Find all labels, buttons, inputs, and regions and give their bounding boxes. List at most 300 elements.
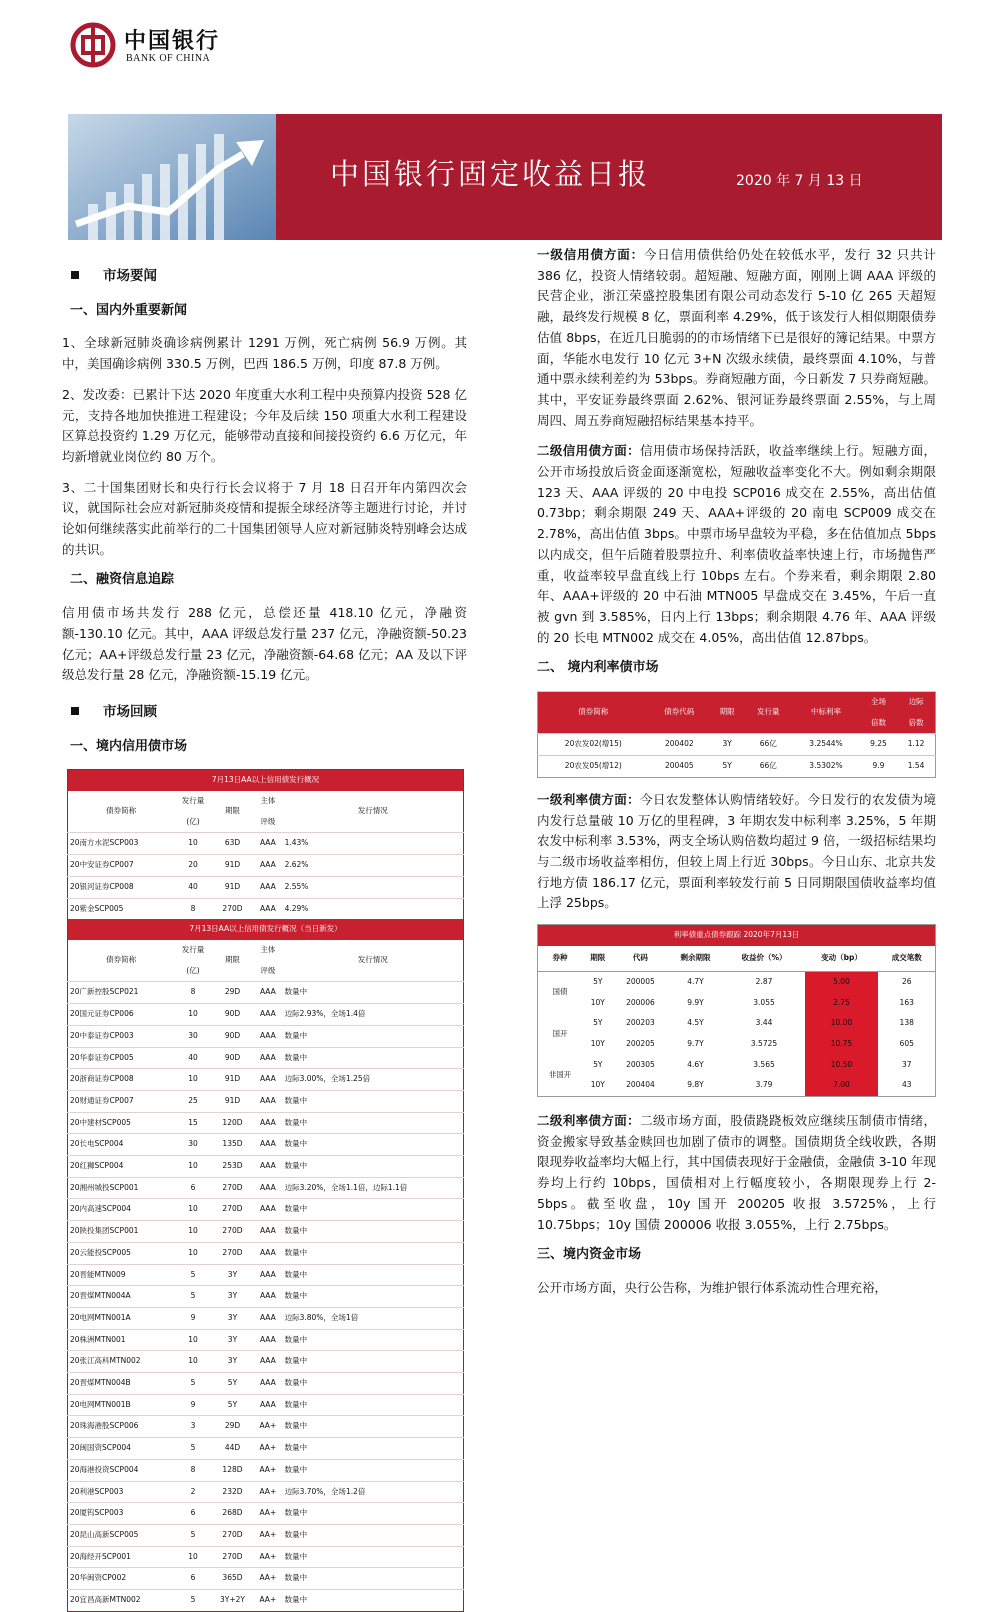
table-cell: 20中泰证券CP003 [68, 1025, 175, 1047]
bond-type-cell: 国债 [552, 987, 568, 997]
table-cell: 4.5Y [687, 1018, 704, 1028]
section-market-news: 市场要闻 [62, 266, 467, 287]
table-cell: AA+ [253, 1524, 283, 1546]
table-cell: 120D [212, 1112, 253, 1134]
table-cell: 4.29% [283, 898, 464, 919]
subheading-financing: 二、融资信息追踪 [70, 572, 175, 588]
logo-chinese-name: 中国银行 [124, 28, 221, 54]
table-cell: 30 [174, 1134, 212, 1156]
table-cell: AAA [253, 1221, 283, 1243]
table-cell: 5 [174, 1373, 212, 1395]
table-cell: 20电网MTN001A [68, 1307, 175, 1329]
table-cell: 数量中 [283, 1546, 464, 1568]
table-cell: 10 [174, 1351, 212, 1373]
table-cell: 200402 [649, 734, 710, 756]
table-cell: 20长电SCP004 [68, 1134, 175, 1156]
table-cell: 20海港投资SCP004 [68, 1459, 175, 1481]
table-header-cell: 发行量 [744, 692, 792, 734]
table-cell: 270D [212, 1221, 253, 1243]
table-cell: 3Y [212, 1329, 253, 1351]
table-header-cell: 期限 [582, 946, 613, 972]
table-cell: 3Y+2Y [212, 1590, 253, 1612]
table-cell: 44D [212, 1438, 253, 1460]
table-cell: 270D [212, 1524, 253, 1546]
table-cell: 4.7Y [687, 976, 704, 986]
table-row [538, 756, 936, 778]
bond-type-cell: 非国开 [548, 1069, 572, 1079]
table-cell: 数量中 [283, 1090, 464, 1112]
logo-english-name: BANK OF CHINA [126, 53, 211, 64]
table-cell: 9.25 [860, 734, 897, 756]
table-cell: 1.54 [897, 756, 935, 778]
table-cell: AAA [253, 1069, 283, 1091]
table-header-cell: 发行情况 [283, 791, 464, 833]
table-cell: 20华闽资CP002 [68, 1568, 175, 1590]
table-cell: 91D [212, 876, 253, 898]
table-cell: 20晋煤MTN004B [68, 1373, 175, 1395]
table-cell: 数量中 [283, 1025, 464, 1047]
table-cell: 20 [174, 855, 212, 877]
table-header-cell: 期限 [212, 791, 253, 833]
table-cell: 5Y [593, 976, 603, 986]
table-cell: 10Y [590, 1080, 605, 1090]
table-cell: 5Y [593, 1059, 603, 1069]
table-row [68, 1069, 464, 1091]
table-cell: 9 [174, 1394, 212, 1416]
table-cell: 20晋能MTN009 [68, 1264, 175, 1286]
table-cell: 20湘州城投SCP001 [68, 1177, 175, 1199]
table-cell: 25 [174, 1090, 212, 1112]
table-cell: 20红狮SCP004 [68, 1156, 175, 1178]
table-cell: 10.50 [805, 1055, 879, 1076]
table-header-cell: 债券简称 [68, 791, 175, 833]
table-cell: 66亿 [744, 734, 792, 756]
table-cell: AA+ [253, 1503, 283, 1525]
table-cell: 数量中 [283, 1416, 464, 1438]
table-cell: 5 [174, 1590, 212, 1612]
table-cell: 数量中 [283, 1503, 464, 1525]
table-row [68, 982, 464, 1004]
table-cell: 200205 [626, 1038, 655, 1048]
table-cell: 7.00 [805, 1075, 879, 1096]
table-row [68, 833, 464, 855]
table-header-cell: 债券简称 [538, 692, 649, 734]
table-cell: 20国元证券CP006 [68, 1004, 175, 1026]
table-cell: 20海经开SCP001 [68, 1546, 175, 1568]
table-row [68, 1568, 464, 1590]
primary-rate-paragraph: 一级利率债方面：今日农发整体认购情绪较好。今日发行的农发债为境内发行总量破 10 万亿的里程碑，3 年期农发中标利率 3.25%，5 年期农发中标利率 3.53%，两支全场认购倍数均超过 9 倍，一级招标结果均与二级市场收益率相仿，但较上周上行近 30bps。今日山东、北京共发行地方债 186.17 亿元，票面利率较发行前 5 日同期限国债收益率均值上浮 25bps。 [537, 791, 936, 911]
table-cell: 3Y [710, 734, 744, 756]
table-header-cell: 发行量 (亿) [174, 791, 212, 833]
table-cell: 29D [212, 982, 253, 1004]
table-cell: 605 [899, 1038, 914, 1048]
table-cell: 138 [899, 1018, 914, 1028]
table-cell: 66亿 [744, 756, 792, 778]
table-row [68, 1307, 464, 1329]
adbc-auction-table [537, 691, 936, 778]
table-row [68, 1004, 464, 1026]
table-header-cell: 期限 [212, 940, 253, 982]
table-cell: 26 [901, 976, 912, 986]
table-cell: 6 [174, 1503, 212, 1525]
table-cell: 365D [212, 1568, 253, 1590]
table-header-cell: 发行情况 [283, 940, 464, 982]
table-cell: 200006 [626, 997, 655, 1007]
table-cell: 90D [212, 1004, 253, 1026]
table-cell: 43 [901, 1080, 912, 1090]
table-cell: 3Y [212, 1264, 253, 1286]
table-cell: 5 [174, 1524, 212, 1546]
table-cell: 20南方水泥SCP003 [68, 833, 175, 855]
table-cell: 数量中 [283, 1112, 464, 1134]
table-cell: AAA [253, 855, 283, 877]
table-cell: 40 [174, 876, 212, 898]
table-cell: 20株洲MTN001 [68, 1329, 175, 1351]
table-cell: 20闽国资SCP004 [68, 1438, 175, 1460]
subheading-news: 一、国内外重要新闻 [70, 302, 188, 318]
table-cell: 数量中 [283, 1047, 464, 1069]
table-row [68, 1329, 464, 1351]
table-header-cell: 主体 评级 [253, 791, 283, 833]
table-cell: AA+ [253, 1459, 283, 1481]
table-cell: 3.055 [753, 997, 775, 1007]
table-cell: 20昆山高新SCP005 [68, 1524, 175, 1546]
square-bullet-icon [71, 271, 79, 279]
table-cell: AAA [253, 876, 283, 898]
table-row [68, 1264, 464, 1286]
table-cell: 9 [174, 1307, 212, 1329]
table-cell: 2.87 [755, 976, 773, 986]
table-row [538, 971, 936, 992]
subheading-credit-market: 一、境内信用债市场 [70, 738, 188, 754]
table-cell: 3.79 [755, 1080, 773, 1090]
rising-arrow-chart-image [68, 114, 276, 240]
table-cell: 20农发02(增15) [538, 734, 649, 756]
table-cell: 数量中 [283, 1199, 464, 1221]
credit-issuance-table [67, 769, 464, 1611]
table-cell: 5 [174, 1438, 212, 1460]
table-cell: 20华泰证券CP005 [68, 1047, 175, 1069]
table-cell: AAA [253, 1025, 283, 1047]
table-header-cell: 收益价（%） [724, 946, 805, 972]
table-cell: AAA [253, 1264, 283, 1286]
table-cell: AAA [253, 1004, 283, 1026]
table-cell: 2 [174, 1481, 212, 1503]
table-row [68, 855, 464, 877]
table-row [68, 1047, 464, 1069]
table-cell: 数量中 [283, 1286, 464, 1308]
table-cell: 数量中 [283, 1394, 464, 1416]
table-cell: 边际3.00%，全场1.25倍 [283, 1069, 464, 1091]
table-cell: AA+ [253, 1546, 283, 1568]
table-cell: AAA [253, 1394, 283, 1416]
key-rate-bond-table [537, 924, 936, 1097]
table-cell: 数量中 [283, 1568, 464, 1590]
table-cell: 9.8Y [687, 1080, 704, 1090]
table-row [538, 734, 936, 756]
table-cell: 9.9 [860, 756, 897, 778]
table-caption: 7月13日AA以上信用债发行概况（当日新发） [68, 919, 464, 940]
table-cell: 6 [174, 1177, 212, 1199]
primary-credit-paragraph: 一级信用债方面：今日信用债供给仍处在较低水平，发行 32 只共计 386 亿，投资人情绪较弱。超短融、短融方面，刚刚上调 AAA 评级的民营企业，浙江荣盛控股集团有限公司动态发行 5-10 亿 265 天超短融，最终发行规模 8 亿，票面利率 4.29%，低于该发行人相似期限债券估值 8bps，在近几日脆弱的的市场情绪下已是很好的簿记结果。中票方面，华能水电发行 10 亿元 3+N 次级永续债，最终票面 4.10%，与普通中票永续利差约为 53bps。券商短融方面，今日新发 7 只券商短融。其中，平安证券最终票面 2.62%、银河证券最终票面 2.55%，与上周周四、周五券商短融招标结果基本持平。 [537, 247, 936, 428]
table-cell: 数量中 [283, 1351, 464, 1373]
table-row [68, 1221, 464, 1243]
table-row [538, 993, 936, 1014]
table-cell: AA+ [253, 1590, 283, 1612]
table-cell: AAA [253, 1307, 283, 1329]
table-row [68, 1112, 464, 1134]
table-row [68, 1524, 464, 1546]
bank-logo [70, 22, 260, 72]
table-cell: 20内高速SCP004 [68, 1199, 175, 1221]
table-cell: 2.75 [805, 993, 879, 1014]
table-header-cell: 发行量 (亿) [174, 940, 212, 982]
table-cell: AA+ [253, 1568, 283, 1590]
table-cell: 5 [174, 1264, 212, 1286]
square-bullet-icon [71, 707, 79, 715]
news-item-3: 3、二十国集团财长和央行行长会议将于 7 月 18 日召开年内第四次会议，就国际社会应对新冠肺炎疫情和提振全球经济等主题进行讨论，并讨论如何继续落实此前举行的二十国集团领导人应对新冠肺炎特别峰会达成的共识。 [62, 479, 467, 557]
table-cell: AAA [253, 898, 283, 919]
table-cell: 边际3.80%，全场1倍 [283, 1307, 464, 1329]
section-market-review: 市场回顾 [62, 702, 467, 723]
table-cell: 1.12 [897, 734, 935, 756]
table-row [68, 1373, 464, 1395]
table-row [68, 1156, 464, 1178]
table-cell: AAA [253, 1329, 283, 1351]
table-cell: 20电网MTN001B [68, 1394, 175, 1416]
table-cell: 2.55% [283, 876, 464, 898]
table-cell: 200404 [626, 1080, 655, 1090]
table-cell: 135D [212, 1134, 253, 1156]
table-cell: 200203 [626, 1018, 655, 1028]
table-caption: 利率债重点债券跟踪 2020年7月13日 [538, 925, 936, 946]
table-cell: 5Y [212, 1373, 253, 1395]
table-cell: AAA [253, 1242, 283, 1264]
table-header-cell: 变动（bp） [805, 946, 879, 972]
table-header-cell: 券种 [538, 946, 583, 972]
table-cell: 270D [212, 1546, 253, 1568]
table-cell: 3.5302% [792, 756, 860, 778]
table-cell: 数量中 [283, 1459, 464, 1481]
table-cell: 10.00 [805, 1013, 879, 1034]
table-cell: 8 [174, 982, 212, 1004]
table-cell: 3Y [212, 1307, 253, 1329]
table-cell: 5Y [212, 1394, 253, 1416]
table-cell: 20晋煤MTN004A [68, 1286, 175, 1308]
table-cell: 2.62% [283, 855, 464, 877]
table-row [68, 1242, 464, 1264]
table-cell: 268D [212, 1503, 253, 1525]
table-cell: AAA [253, 1090, 283, 1112]
table-cell: 20浙商证券CP008 [68, 1069, 175, 1091]
table-cell: 3.44 [755, 1018, 773, 1028]
table-cell: 20中建材SCP005 [68, 1112, 175, 1134]
news-item-1: 1、全球新冠肺炎确诊病例累计 1291 万例，死亡病例 56.9 万例。其中，美国确诊病例 330.5 万例，巴西 186.5 万例，印度 87.8 万例。 [62, 335, 467, 372]
table-cell: 4.6Y [687, 1059, 704, 1069]
table-cell: 数量中 [283, 1524, 464, 1546]
table-cell: 3.5725 [750, 1038, 778, 1048]
table-cell: AAA [253, 1373, 283, 1395]
bond-type-cell: 国开 [552, 1028, 568, 1038]
report-title: 中国银行固定收益日报 [330, 157, 651, 191]
table-header-cell: 代码 [613, 946, 667, 972]
subheading-rate-market: 二、 境内利率债市场 [537, 660, 659, 676]
table-row [68, 1090, 464, 1112]
table-cell: 37 [901, 1059, 912, 1069]
table-row [68, 1025, 464, 1047]
table-cell: 20宜昌高新MTN002 [68, 1590, 175, 1612]
table-cell: 270D [212, 898, 253, 919]
table-cell: 5.00 [805, 971, 879, 992]
report-date: 2020 年 7 月 13 日 [736, 173, 863, 189]
table-header-cell: 成交笔数 [878, 946, 935, 972]
table-cell: AA+ [253, 1481, 283, 1503]
table-cell: 20利港SCP003 [68, 1481, 175, 1503]
table-cell: 20农发05(增12) [538, 756, 649, 778]
table-cell: AA+ [253, 1416, 283, 1438]
table-cell: 20中安证券CP007 [68, 855, 175, 877]
table-cell: 270D [212, 1177, 253, 1199]
table-cell: 91D [212, 855, 253, 877]
table-cell: 10 [174, 1242, 212, 1264]
left-column [62, 258, 467, 1612]
table-row [68, 876, 464, 898]
table-cell: 10Y [590, 997, 605, 1007]
table-row [68, 1481, 464, 1503]
table-cell: AAA [253, 1177, 283, 1199]
table-cell: 10 [174, 1156, 212, 1178]
table-cell: 数量中 [283, 1373, 464, 1395]
table-row [68, 1351, 464, 1373]
table-row [68, 1394, 464, 1416]
table-header-cell: 中标利率 [792, 692, 860, 734]
table-cell: 数量中 [283, 1264, 464, 1286]
table-cell: 数量中 [283, 1156, 464, 1178]
table-cell: 10 [174, 833, 212, 855]
table-cell: 10 [174, 1546, 212, 1568]
table-cell: 5Y [710, 756, 744, 778]
table-row [538, 1013, 936, 1034]
table-header-cell: 剩余期限 [667, 946, 723, 972]
table-row [538, 1034, 936, 1055]
table-cell: 5Y [593, 1018, 603, 1028]
money-market-paragraph: 公开市场方面，央行公告称，为维护银行体系流动性合理充裕， [537, 1279, 888, 1295]
table-cell: 3.2544% [792, 734, 860, 756]
table-header-cell: 全场 倍数 [860, 692, 897, 734]
table-cell: 40 [174, 1047, 212, 1069]
table-cell: 边际3.70%，全场1.2倍 [283, 1481, 464, 1503]
table-cell: 90D [212, 1047, 253, 1069]
table-row [538, 1075, 936, 1096]
table-cell: 3.565 [753, 1059, 775, 1069]
table-cell: 91D [212, 1069, 253, 1091]
table-cell: 边际3.20%，全场1.1倍，边际1.1倍 [283, 1177, 464, 1199]
table-header-cell: 边际 倍数 [897, 692, 935, 734]
table-cell: AAA [253, 833, 283, 855]
table-header-cell: 主体 评级 [253, 940, 283, 982]
table-cell: 数量中 [283, 1329, 464, 1351]
table-cell: AAA [253, 1351, 283, 1373]
table-cell: 91D [212, 1090, 253, 1112]
table-row [68, 1199, 464, 1221]
table-cell: 20紫金SCP005 [68, 898, 175, 919]
table-cell: 3 [174, 1416, 212, 1438]
table-cell: 29D [212, 1416, 253, 1438]
table-cell: 数量中 [283, 1438, 464, 1460]
table-cell: 数量中 [283, 1242, 464, 1264]
table-row [68, 1590, 464, 1612]
table-cell: 10 [174, 1069, 212, 1091]
table-cell: 90D [212, 1025, 253, 1047]
table-cell: 8 [174, 1459, 212, 1481]
right-column [537, 245, 936, 1309]
table-row [68, 898, 464, 919]
table-cell: 20银河证券CP008 [68, 876, 175, 898]
table-cell: 30 [174, 1025, 212, 1047]
table-cell: 10 [174, 1004, 212, 1026]
table-cell: AAA [253, 1112, 283, 1134]
table-header-cell: 债券代码 [649, 692, 710, 734]
secondary-credit-paragraph: 二级信用债方面：信用债市场保持活跃，收益率继续上行。短融方面，公开市场投放后资金面逐渐宽松，短融收益率变化不大。例如剩余期限 123 天、AAA 评级的 20 中电投 SCP016 成交在 2.55%，高出估值 0.73bp；剩余期限 249 天、AAA+评级的 20 南电 SCP009 成交在 2.78%，高出估值 3bps。中票市场早盘较为平稳，多在估值加点 5bps 以内成交，但午后随着股票拉升、利率债收益率快速上行，市场抛售严重，收益率较早盘直线上行 10bps 左右。个券来看，剩余期限 2.80 年、AAA+评级的 20 中石油 MTN005 早盘成交在 3.45%，午后一直被 gvn 到 3.585%，日内上行 13bps；剩余期限 4.76 年、AAA 评级的 20 长电 MTN002 成交在 4.05%，高出估值 12.87bps。 [537, 443, 936, 645]
table-cell: 270D [212, 1242, 253, 1264]
table-cell: 128D [212, 1459, 253, 1481]
table-cell: 数量中 [283, 1221, 464, 1243]
boc-logo-icon [70, 22, 116, 68]
table-cell: 200005 [626, 976, 655, 986]
table-cell: AAA [253, 1047, 283, 1069]
table-cell: 数量中 [283, 1590, 464, 1612]
table-row [68, 1546, 464, 1568]
table-row [68, 1134, 464, 1156]
table-cell: 15 [174, 1112, 212, 1134]
table-cell: AAA [253, 1134, 283, 1156]
table-caption: 7月13日AA以上信用债发行概况 [68, 770, 464, 791]
table-cell: 270D [212, 1199, 253, 1221]
table-cell: AAA [253, 1286, 283, 1308]
table-cell: 232D [212, 1481, 253, 1503]
table-cell: 3Y [212, 1351, 253, 1373]
table-cell: AA+ [253, 1438, 283, 1460]
table-cell: 20珠海港股SCP006 [68, 1416, 175, 1438]
table-cell: 9.7Y [687, 1038, 704, 1048]
table-row [68, 1177, 464, 1199]
table-row [68, 1459, 464, 1481]
table-cell: 20厦钨SCP003 [68, 1503, 175, 1525]
table-cell: 200305 [626, 1059, 655, 1069]
table-cell: AAA [253, 1199, 283, 1221]
news-item-2: 2、发改委：已累计下达 2020 年度重大水利工程中央预算内投资 528 亿元，支持各地加快推进工程建设；今年及后续 150 项重大水利工程建设区算总投资约 1.29 万亿元，能够带动直接和间接投资约 6.6 万亿元，年均新增就业岗位约 80 万个。 [62, 386, 467, 464]
table-cell: 10.75 [805, 1034, 879, 1055]
table-cell: 163 [899, 997, 914, 1007]
secondary-rate-paragraph: 二级利率债方面：二级市场方面，股债跷跷板效应继续压制债市情绪，资金搬家导致基金赎回也加剧了债市的调整。国债期货全线收跌，各期限现券收益率均大幅上行，其中国债表现好于金融债，金融债 3-10 年现券均上行约 10bps，国债相对上行幅度较小，各期限现券上行 2-5bps。截至收盘，10y 国开 200205 收报 3.5725%，上行 10.75bps；10y 国债 200006 收报 3.055%，上行 2.75bps。 [537, 1113, 936, 1232]
table-cell: 5 [174, 1286, 212, 1308]
table-cell: 8 [174, 898, 212, 919]
table-cell: 200405 [649, 756, 710, 778]
table-cell: 数量中 [283, 1134, 464, 1156]
table-cell: 63D [212, 833, 253, 855]
table-cell: AAA [253, 1156, 283, 1178]
table-cell: 20张江高科MTN002 [68, 1351, 175, 1373]
table-cell: 253D [212, 1156, 253, 1178]
table-cell: 20陕投集团SCP001 [68, 1221, 175, 1243]
table-cell: 20云能投SCP005 [68, 1242, 175, 1264]
table-cell: 边际2.93%，全场1.4倍 [283, 1004, 464, 1026]
table-cell: 数量中 [283, 982, 464, 1004]
table-row [68, 1438, 464, 1460]
report-banner [68, 114, 942, 240]
table-row [68, 1286, 464, 1308]
table-cell: 9.9Y [687, 997, 704, 1007]
